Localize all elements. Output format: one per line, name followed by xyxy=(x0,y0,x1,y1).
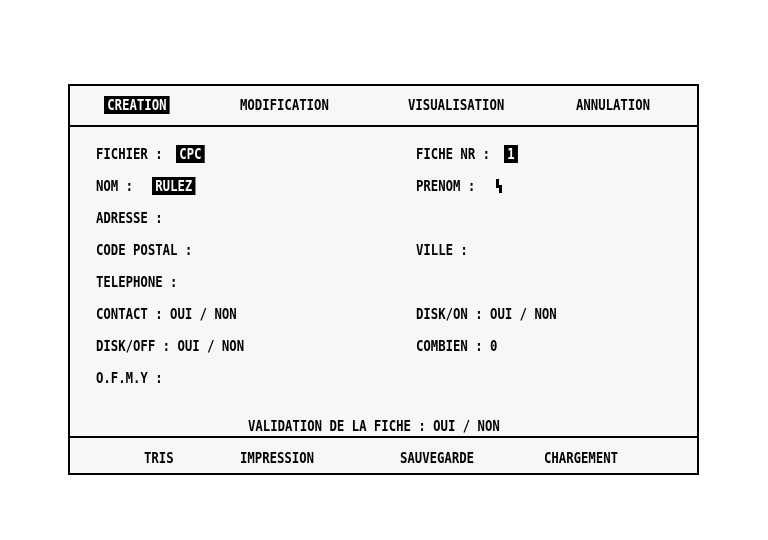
menu-visualisation[interactable]: VISUALISATION xyxy=(408,96,505,114)
menu-tris[interactable]: TRIS xyxy=(144,449,174,467)
code-postal-label: CODE POSTAL : xyxy=(96,241,193,259)
fichier-field[interactable]: CPC xyxy=(176,145,205,163)
bottom-menu-divider xyxy=(70,436,697,438)
telephone-label: TELEPHONE : xyxy=(96,273,178,291)
menu-divider xyxy=(70,125,697,127)
disk-on-option[interactable]: DISK/ON : OUI / NON xyxy=(416,305,557,323)
menu-chargement[interactable]: CHARGEMENT xyxy=(544,449,619,467)
menu-creation[interactable]: CREATION xyxy=(104,96,170,114)
ville-label: VILLE : xyxy=(416,241,468,259)
combien-field[interactable]: COMBIEN : 0 xyxy=(416,337,498,355)
ofmy-label: O.F.M.Y : xyxy=(96,369,163,387)
menu-impression[interactable]: IMPRESSION xyxy=(240,449,315,467)
text-cursor-icon[interactable] xyxy=(496,179,504,193)
nom-field[interactable]: RULEZ xyxy=(152,177,196,195)
fiche-nr-field[interactable]: 1 xyxy=(504,145,518,163)
menu-sauvegarde[interactable]: SAUVEGARDE xyxy=(400,449,475,467)
menu-modification[interactable]: MODIFICATION xyxy=(240,96,329,114)
fiche-nr-label: FICHE NR : xyxy=(416,145,491,163)
adresse-label: ADRESSE : xyxy=(96,209,163,227)
disk-off-option[interactable]: DISK/OFF : OUI / NON xyxy=(96,337,245,355)
menu-annulation[interactable]: ANNULATION xyxy=(576,96,651,114)
contact-option[interactable]: CONTACT : OUI / NON xyxy=(96,305,237,323)
nom-label: NOM : xyxy=(96,177,134,195)
prenom-label: PRENOM : xyxy=(416,177,476,195)
fichier-label: FICHIER : xyxy=(96,145,163,163)
validation-prompt[interactable]: VALIDATION DE LA FICHE : OUI / NON xyxy=(248,417,500,435)
